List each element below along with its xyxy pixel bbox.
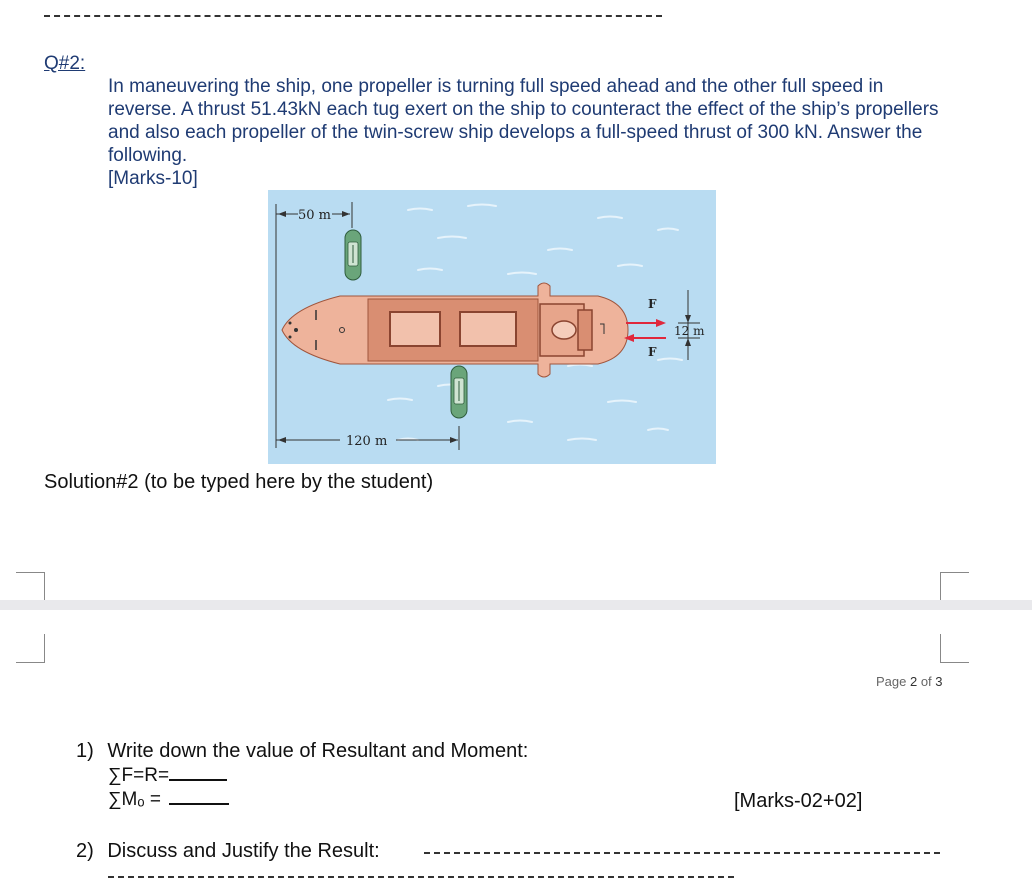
item-1-text: Write down the value of Resultant and Moment: xyxy=(107,740,529,762)
dim-bottom-label: 120 m xyxy=(346,434,388,449)
page-break xyxy=(0,600,1032,610)
corner-mark-top-right xyxy=(940,572,969,601)
sum-m-line: ∑Mₒ = xyxy=(108,789,229,811)
question-marks: [Marks-10] xyxy=(108,168,198,189)
force-top-label: F xyxy=(648,297,657,311)
corner-mark-bottom-left xyxy=(16,634,45,663)
corner-mark-top-left xyxy=(16,572,45,601)
bottom-tug xyxy=(451,366,467,418)
sum-f-blank[interactable] xyxy=(169,765,227,781)
sum-m-blank[interactable] xyxy=(169,789,229,805)
corner-mark-bottom-right xyxy=(940,634,969,663)
item-1-number: 1) xyxy=(76,740,94,762)
dim-top-label: 50 m xyxy=(298,208,332,223)
answer-line-1[interactable] xyxy=(424,852,940,854)
ship-figure xyxy=(268,190,716,464)
answer-line-2[interactable] xyxy=(108,876,734,878)
sum-f-line: ∑F=R= xyxy=(108,765,227,787)
ship-hull xyxy=(282,283,628,377)
question-body xyxy=(108,75,948,190)
item-2-number: 2) xyxy=(76,840,94,862)
question-label: Q#2: xyxy=(44,53,86,74)
dim-right-label: 12 m xyxy=(674,324,705,338)
page-number: Page 2 of 3 xyxy=(876,674,943,689)
question-text: In maneuvering the ship, one propeller is turning full speed ahead and the other full speed in reverse. A thrust 51.43kN each tug exert on the ship to counteract the effect of the ship’s propellers and also each propeller of the twin-screw ship develops a full-speed thrust of 300 kN. Answer the following. xyxy=(108,76,939,166)
top-dashed-rule xyxy=(44,15,662,17)
item-2 xyxy=(76,840,380,863)
solution-heading: Solution#2 (to be typed here by the student) xyxy=(44,471,434,493)
item-2-text: Discuss and Justify the Result: xyxy=(107,840,380,862)
force-bottom-label: F xyxy=(648,345,657,359)
top-tug xyxy=(345,230,361,280)
item-1 xyxy=(76,740,528,763)
item-1-marks: [Marks-02+02] xyxy=(734,790,863,812)
